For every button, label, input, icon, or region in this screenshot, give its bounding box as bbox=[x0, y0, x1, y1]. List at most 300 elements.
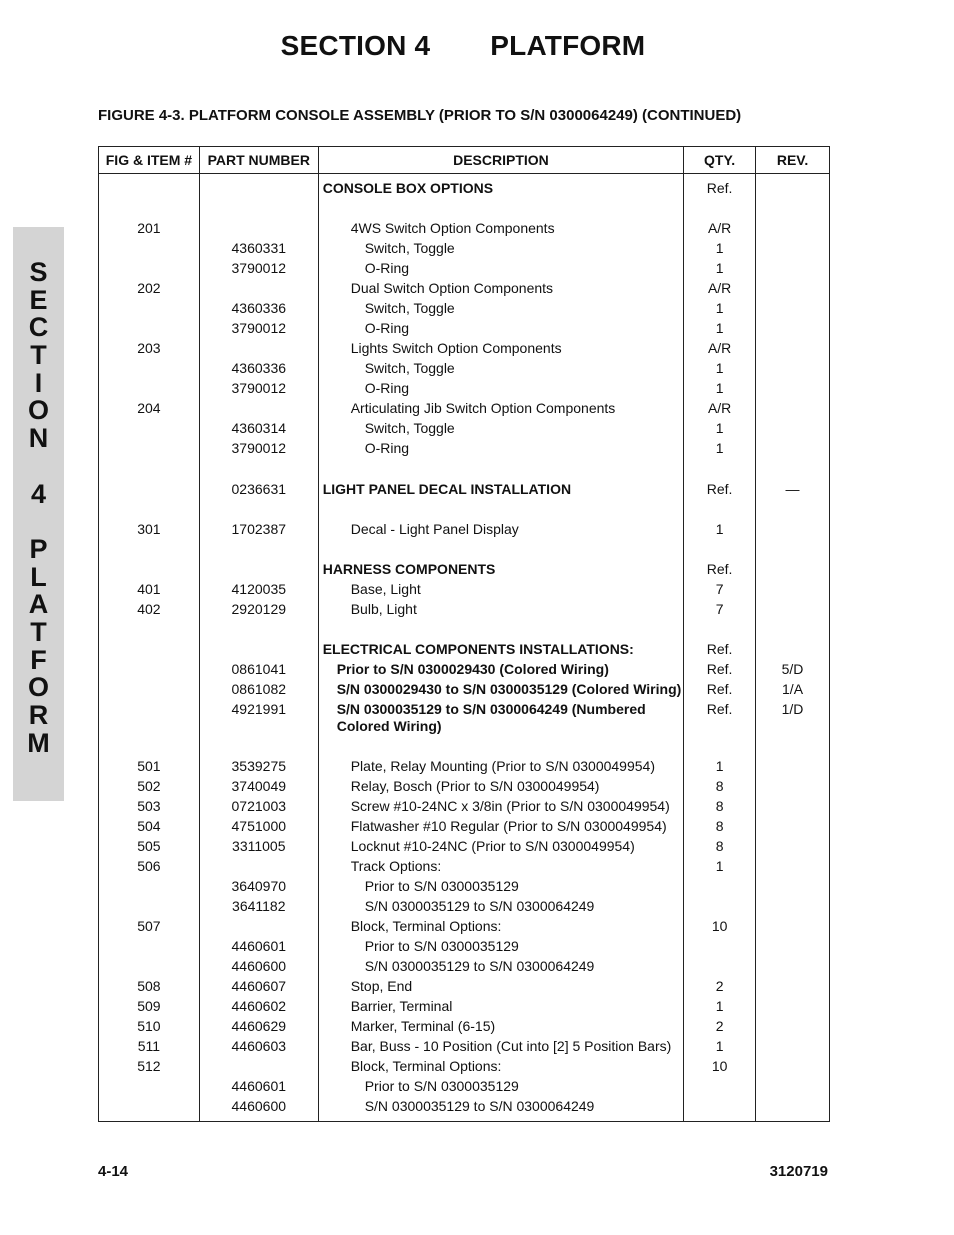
spacer-cell bbox=[318, 199, 683, 219]
rev-cell bbox=[756, 1017, 830, 1037]
description-cell: Flatwasher #10 Regular (Prior to S/N 0300049954) bbox=[318, 817, 683, 837]
side-tab-letter bbox=[13, 508, 64, 536]
description-cell: S/N 0300035129 to S/N 0300064249 bbox=[318, 957, 683, 977]
spacer-cell bbox=[199, 620, 318, 640]
side-tab-letter: L bbox=[30, 561, 47, 592]
part-number-cell: 4460629 bbox=[199, 1017, 318, 1037]
spacer-cell bbox=[318, 459, 683, 479]
qty-cell: 2 bbox=[684, 977, 756, 997]
table-spacer-row bbox=[99, 620, 830, 640]
rev-cell: 5/D bbox=[756, 660, 830, 680]
qty-cell bbox=[684, 957, 756, 977]
part-number-cell bbox=[199, 399, 318, 419]
item-number-cell: 401 bbox=[99, 580, 200, 600]
part-number-cell: 3311005 bbox=[199, 837, 318, 857]
description-cell: HARNESS COMPONENTS bbox=[318, 560, 683, 580]
part-number-cell bbox=[199, 560, 318, 580]
part-number-cell: 0861041 bbox=[199, 660, 318, 680]
figure-title: FIGURE 4-3. PLATFORM CONSOLE ASSEMBLY (PRIOR TO S/N 0300064249) (CONTINUED) bbox=[98, 107, 742, 124]
table-row bbox=[99, 997, 830, 1017]
rev-cell bbox=[756, 837, 830, 857]
item-number-cell bbox=[99, 319, 200, 339]
qty-cell: 7 bbox=[684, 580, 756, 600]
table-row bbox=[99, 239, 830, 259]
spacer-cell bbox=[756, 459, 830, 479]
part-number-cell: 3790012 bbox=[199, 319, 318, 339]
qty-cell: 1 bbox=[684, 1037, 756, 1057]
table-spacer-row bbox=[99, 199, 830, 219]
table-row bbox=[99, 700, 830, 737]
item-number-cell bbox=[99, 439, 200, 459]
description-cell: Barrier, Terminal bbox=[318, 997, 683, 1017]
rev-cell bbox=[756, 519, 830, 539]
table-row bbox=[99, 319, 830, 339]
part-number-cell bbox=[199, 857, 318, 877]
spacer-cell bbox=[756, 620, 830, 640]
item-number-cell bbox=[99, 259, 200, 279]
item-number-cell bbox=[99, 1077, 200, 1097]
spacer-cell bbox=[756, 539, 830, 559]
qty-cell: 7 bbox=[684, 600, 756, 620]
table-row bbox=[99, 857, 830, 877]
item-number-cell bbox=[99, 640, 200, 660]
rev-cell bbox=[756, 219, 830, 239]
item-number-cell: 501 bbox=[99, 757, 200, 777]
section-name: PLATFORM bbox=[490, 30, 646, 61]
rev-cell bbox=[756, 877, 830, 897]
part-number-cell: 2920129 bbox=[199, 600, 318, 620]
item-number-cell: 508 bbox=[99, 977, 200, 997]
rev-cell bbox=[756, 640, 830, 660]
side-tab-letter: S bbox=[29, 257, 48, 287]
item-number-cell: 503 bbox=[99, 797, 200, 817]
table-row bbox=[99, 560, 830, 580]
document-number: 3120719 bbox=[769, 1163, 828, 1180]
part-number-cell: 4360336 bbox=[199, 359, 318, 379]
qty-cell: Ref. bbox=[684, 479, 756, 499]
side-tab-letter: P bbox=[29, 533, 48, 564]
rev-cell: — bbox=[756, 479, 830, 499]
qty-cell bbox=[684, 897, 756, 917]
spacer-cell bbox=[318, 620, 683, 640]
rev-cell bbox=[756, 857, 830, 877]
rev-cell bbox=[756, 917, 830, 937]
section-label: SECTION 4 bbox=[280, 30, 431, 61]
table-header-row bbox=[99, 147, 830, 174]
section-title bbox=[0, 30, 926, 62]
side-tab-letter: M bbox=[27, 727, 50, 758]
description-cell: O-Ring bbox=[318, 439, 683, 459]
table-row bbox=[99, 359, 830, 379]
table-row bbox=[99, 479, 830, 499]
item-number-cell: 509 bbox=[99, 997, 200, 1017]
qty-cell bbox=[684, 1077, 756, 1097]
spacer-cell bbox=[684, 199, 756, 219]
part-number-cell: 4751000 bbox=[199, 817, 318, 837]
qty-cell: 8 bbox=[684, 817, 756, 837]
table-row bbox=[99, 977, 830, 997]
qty-cell: A/R bbox=[684, 399, 756, 419]
part-number-cell: 3790012 bbox=[199, 259, 318, 279]
rev-cell bbox=[756, 777, 830, 797]
table-row bbox=[99, 757, 830, 777]
item-number-cell: 505 bbox=[99, 837, 200, 857]
item-number-cell: 506 bbox=[99, 857, 200, 877]
parts-table bbox=[98, 146, 830, 1122]
part-number-cell: 4460600 bbox=[199, 1097, 318, 1122]
rev-cell bbox=[756, 299, 830, 319]
description-cell: CONSOLE BOX OPTIONS bbox=[318, 174, 683, 199]
rev-cell bbox=[756, 757, 830, 777]
qty-cell: 1 bbox=[684, 519, 756, 539]
table-row bbox=[99, 897, 830, 917]
qty-cell: Ref. bbox=[684, 660, 756, 680]
description-cell: LIGHT PANEL DECAL INSTALLATION bbox=[318, 479, 683, 499]
part-number-cell bbox=[199, 640, 318, 660]
part-number-cell: 0236631 bbox=[199, 479, 318, 499]
description-cell: Marker, Terminal (6-15) bbox=[318, 1017, 683, 1037]
qty-cell: 2 bbox=[684, 1017, 756, 1037]
part-number-cell: 3640970 bbox=[199, 877, 318, 897]
table-row bbox=[99, 817, 830, 837]
table-row bbox=[99, 957, 830, 977]
description-cell: Locknut #10-24NC (Prior to S/N 0300049954) bbox=[318, 837, 683, 857]
description-cell: Block, Terminal Options: bbox=[318, 917, 683, 937]
description-cell: Prior to S/N 0300035129 bbox=[318, 937, 683, 957]
item-number-cell bbox=[99, 419, 200, 439]
description-cell: Relay, Bosch (Prior to S/N 0300049954) bbox=[318, 777, 683, 797]
qty-cell: 8 bbox=[684, 777, 756, 797]
col-header-part: PART NUMBER bbox=[199, 147, 318, 174]
rev-cell bbox=[756, 1097, 830, 1122]
rev-cell bbox=[756, 797, 830, 817]
rev-cell bbox=[756, 439, 830, 459]
side-tab-letter: O bbox=[27, 672, 49, 703]
table-row bbox=[99, 259, 830, 279]
description-cell: Switch, Toggle bbox=[318, 299, 683, 319]
description-cell: Prior to S/N 0300035129 bbox=[318, 1077, 683, 1097]
rev-cell bbox=[756, 359, 830, 379]
qty-cell: Ref. bbox=[684, 700, 756, 737]
rev-cell bbox=[756, 957, 830, 977]
rev-cell bbox=[756, 997, 830, 1017]
rev-cell: 1/A bbox=[756, 680, 830, 700]
rev-cell bbox=[756, 339, 830, 359]
table-row bbox=[99, 580, 830, 600]
col-header-rev: REV. bbox=[756, 147, 830, 174]
part-number-cell bbox=[199, 1057, 318, 1077]
part-number-cell bbox=[199, 174, 318, 199]
spacer-cell bbox=[99, 620, 200, 640]
qty-cell: A/R bbox=[684, 219, 756, 239]
rev-cell bbox=[756, 399, 830, 419]
item-number-cell bbox=[99, 957, 200, 977]
table-row bbox=[99, 1037, 830, 1057]
part-number-cell: 4460603 bbox=[199, 1037, 318, 1057]
table-row bbox=[99, 877, 830, 897]
col-header-description: DESCRIPTION bbox=[318, 147, 683, 174]
item-number-cell: 402 bbox=[99, 600, 200, 620]
side-tab-letter: T bbox=[30, 616, 47, 647]
description-cell: S/N 0300029430 to S/N 0300035129 (Colored Wiring) bbox=[318, 680, 683, 700]
item-number-cell bbox=[99, 239, 200, 259]
rev-cell bbox=[756, 817, 830, 837]
item-number-cell bbox=[99, 680, 200, 700]
part-number-cell: 3539275 bbox=[199, 757, 318, 777]
item-number-cell: 203 bbox=[99, 339, 200, 359]
spacer-cell bbox=[318, 736, 683, 756]
part-number-cell: 3790012 bbox=[199, 379, 318, 399]
qty-cell: 1 bbox=[684, 757, 756, 777]
spacer-cell bbox=[318, 539, 683, 559]
table-row bbox=[99, 917, 830, 937]
qty-cell: 1 bbox=[684, 319, 756, 339]
item-number-cell: 204 bbox=[99, 399, 200, 419]
description-cell: Prior to S/N 0300035129 bbox=[318, 877, 683, 897]
spacer-cell bbox=[99, 199, 200, 219]
qty-cell: 1 bbox=[684, 379, 756, 399]
description-cell: Switch, Toggle bbox=[318, 419, 683, 439]
side-tab-letter: A bbox=[28, 589, 49, 620]
qty-cell: 8 bbox=[684, 797, 756, 817]
side-tab-letter: N bbox=[28, 423, 49, 454]
item-number-cell bbox=[99, 700, 200, 737]
description-cell: Stop, End bbox=[318, 977, 683, 997]
spacer-cell bbox=[756, 499, 830, 519]
qty-cell bbox=[684, 937, 756, 957]
table-row bbox=[99, 399, 830, 419]
item-number-cell: 512 bbox=[99, 1057, 200, 1077]
item-number-cell bbox=[99, 299, 200, 319]
qty-cell: 8 bbox=[684, 837, 756, 857]
table-row bbox=[99, 219, 830, 239]
part-number-cell bbox=[199, 219, 318, 239]
spacer-cell bbox=[684, 736, 756, 756]
table-row bbox=[99, 439, 830, 459]
rev-cell bbox=[756, 174, 830, 199]
rev-cell bbox=[756, 560, 830, 580]
table-row bbox=[99, 1057, 830, 1077]
spacer-cell bbox=[99, 459, 200, 479]
description-cell: O-Ring bbox=[318, 319, 683, 339]
side-tab-letter: 4 bbox=[30, 478, 47, 509]
description-cell: Bar, Buss - 10 Position (Cut into [2] 5 Position Bars) bbox=[318, 1037, 683, 1057]
rev-cell bbox=[756, 279, 830, 299]
qty-cell: 10 bbox=[684, 917, 756, 937]
item-number-cell: 511 bbox=[99, 1037, 200, 1057]
item-number-cell bbox=[99, 877, 200, 897]
part-number-cell: 0861082 bbox=[199, 680, 318, 700]
part-number-cell: 3790012 bbox=[199, 439, 318, 459]
item-number-cell: 510 bbox=[99, 1017, 200, 1037]
spacer-cell bbox=[684, 499, 756, 519]
description-cell: Bulb, Light bbox=[318, 600, 683, 620]
rev-cell bbox=[756, 1037, 830, 1057]
side-tab-letter: F bbox=[30, 644, 47, 675]
spacer-cell bbox=[99, 499, 200, 519]
item-number-cell bbox=[99, 937, 200, 957]
description-cell: S/N 0300035129 to S/N 0300064249 (Numbered Colored Wiring) bbox=[318, 700, 683, 737]
rev-cell bbox=[756, 419, 830, 439]
table-row bbox=[99, 640, 830, 660]
spacer-cell bbox=[199, 736, 318, 756]
table-spacer-row bbox=[99, 459, 830, 479]
table-row bbox=[99, 1077, 830, 1097]
spacer-cell bbox=[684, 539, 756, 559]
rev-cell bbox=[756, 259, 830, 279]
qty-cell: Ref. bbox=[684, 680, 756, 700]
part-number-cell: 4921991 bbox=[199, 700, 318, 737]
table-spacer-row bbox=[99, 539, 830, 559]
description-cell: Decal - Light Panel Display bbox=[318, 519, 683, 539]
qty-cell: 1 bbox=[684, 857, 756, 877]
qty-cell: 1 bbox=[684, 299, 756, 319]
description-cell: Block, Terminal Options: bbox=[318, 1057, 683, 1077]
rev-cell bbox=[756, 1077, 830, 1097]
side-tab-letter: O bbox=[27, 395, 49, 426]
description-cell: O-Ring bbox=[318, 379, 683, 399]
description-cell: Track Options: bbox=[318, 857, 683, 877]
part-number-cell: 3641182 bbox=[199, 897, 318, 917]
part-number-cell: 4460602 bbox=[199, 997, 318, 1017]
description-cell: Lights Switch Option Components bbox=[318, 339, 683, 359]
part-number-cell: 4360331 bbox=[199, 239, 318, 259]
description-cell: Screw #10-24NC x 3/8in (Prior to S/N 0300049954) bbox=[318, 797, 683, 817]
qty-cell: Ref. bbox=[684, 174, 756, 199]
spacer-cell bbox=[684, 620, 756, 640]
spacer-cell bbox=[199, 539, 318, 559]
description-cell: Prior to S/N 0300029430 (Colored Wiring) bbox=[318, 660, 683, 680]
parts-table-body bbox=[99, 174, 830, 1122]
description-cell: S/N 0300035129 to S/N 0300064249 bbox=[318, 897, 683, 917]
table-row bbox=[99, 1097, 830, 1122]
rev-cell bbox=[756, 600, 830, 620]
table-spacer-row bbox=[99, 736, 830, 756]
qty-cell: Ref. bbox=[684, 560, 756, 580]
qty-cell: A/R bbox=[684, 279, 756, 299]
rev-cell bbox=[756, 1057, 830, 1077]
part-number-cell: 1702387 bbox=[199, 519, 318, 539]
table-row bbox=[99, 419, 830, 439]
item-number-cell bbox=[99, 660, 200, 680]
table-row bbox=[99, 279, 830, 299]
item-number-cell bbox=[99, 1097, 200, 1122]
item-number-cell bbox=[99, 897, 200, 917]
table-row bbox=[99, 379, 830, 399]
rev-cell: 1/D bbox=[756, 700, 830, 737]
rev-cell bbox=[756, 379, 830, 399]
part-number-cell: 3740049 bbox=[199, 777, 318, 797]
qty-cell: 10 bbox=[684, 1057, 756, 1077]
description-cell: S/N 0300035129 to S/N 0300064249 bbox=[318, 1097, 683, 1122]
qty-cell: 1 bbox=[684, 419, 756, 439]
spacer-cell bbox=[99, 539, 200, 559]
item-number-cell bbox=[99, 560, 200, 580]
spacer-cell bbox=[199, 459, 318, 479]
spacer-cell bbox=[684, 459, 756, 479]
description-cell: Switch, Toggle bbox=[318, 239, 683, 259]
description-cell: Plate, Relay Mounting (Prior to S/N 0300049954) bbox=[318, 757, 683, 777]
side-tab-letter: E bbox=[29, 284, 48, 315]
qty-cell bbox=[684, 1097, 756, 1122]
section-side-tab bbox=[13, 227, 64, 801]
table-row bbox=[99, 660, 830, 680]
table-row bbox=[99, 299, 830, 319]
side-tab-letter: R bbox=[28, 700, 49, 730]
description-cell: Articulating Jib Switch Option Components bbox=[318, 399, 683, 419]
part-number-cell: 4360336 bbox=[199, 299, 318, 319]
part-number-cell bbox=[199, 917, 318, 937]
part-number-cell: 4460607 bbox=[199, 977, 318, 997]
qty-cell: A/R bbox=[684, 339, 756, 359]
spacer-cell bbox=[99, 736, 200, 756]
side-tab-letter: C bbox=[28, 312, 49, 343]
qty-cell bbox=[684, 877, 756, 897]
part-number-cell bbox=[199, 339, 318, 359]
item-number-cell: 202 bbox=[99, 279, 200, 299]
item-number-cell: 502 bbox=[99, 777, 200, 797]
col-header-item: FIG & ITEM # bbox=[99, 147, 200, 174]
description-cell: ELECTRICAL COMPONENTS INSTALLATIONS: bbox=[318, 640, 683, 660]
part-number-cell: 4460601 bbox=[199, 937, 318, 957]
side-tab-letter bbox=[13, 453, 64, 481]
qty-cell: 1 bbox=[684, 259, 756, 279]
description-cell: Dual Switch Option Components bbox=[318, 279, 683, 299]
part-number-cell bbox=[199, 279, 318, 299]
page-number: 4-14 bbox=[98, 1163, 129, 1180]
table-row bbox=[99, 777, 830, 797]
description-cell: O-Ring bbox=[318, 259, 683, 279]
item-number-cell bbox=[99, 479, 200, 499]
rev-cell bbox=[756, 580, 830, 600]
part-number-cell: 4460601 bbox=[199, 1077, 318, 1097]
qty-cell: 1 bbox=[684, 359, 756, 379]
description-cell: 4WS Switch Option Components bbox=[318, 219, 683, 239]
spacer-cell bbox=[756, 199, 830, 219]
col-header-qty: QTY. bbox=[684, 147, 756, 174]
part-number-cell: 4120035 bbox=[199, 580, 318, 600]
table-row bbox=[99, 1017, 830, 1037]
qty-cell: 1 bbox=[684, 239, 756, 259]
spacer-cell bbox=[318, 499, 683, 519]
qty-cell: 1 bbox=[684, 439, 756, 459]
description-cell: Switch, Toggle bbox=[318, 359, 683, 379]
description-cell: Base, Light bbox=[318, 580, 683, 600]
side-tab-letter: I bbox=[34, 367, 43, 398]
item-number-cell bbox=[99, 379, 200, 399]
qty-cell: 1 bbox=[684, 997, 756, 1017]
table-row bbox=[99, 600, 830, 620]
item-number-cell: 301 bbox=[99, 519, 200, 539]
qty-cell: Ref. bbox=[684, 640, 756, 660]
spacer-cell bbox=[756, 736, 830, 756]
rev-cell bbox=[756, 937, 830, 957]
item-number-cell bbox=[99, 359, 200, 379]
rev-cell bbox=[756, 897, 830, 917]
rev-cell bbox=[756, 977, 830, 997]
table-row bbox=[99, 519, 830, 539]
side-tab-letter: T bbox=[30, 340, 47, 371]
table-spacer-row bbox=[99, 499, 830, 519]
table-row bbox=[99, 174, 830, 199]
part-number-cell: 4460600 bbox=[199, 957, 318, 977]
spacer-cell bbox=[199, 499, 318, 519]
part-number-cell: 4360314 bbox=[199, 419, 318, 439]
rev-cell bbox=[756, 239, 830, 259]
item-number-cell: 507 bbox=[99, 917, 200, 937]
spacer-cell bbox=[199, 199, 318, 219]
item-number-cell: 504 bbox=[99, 817, 200, 837]
